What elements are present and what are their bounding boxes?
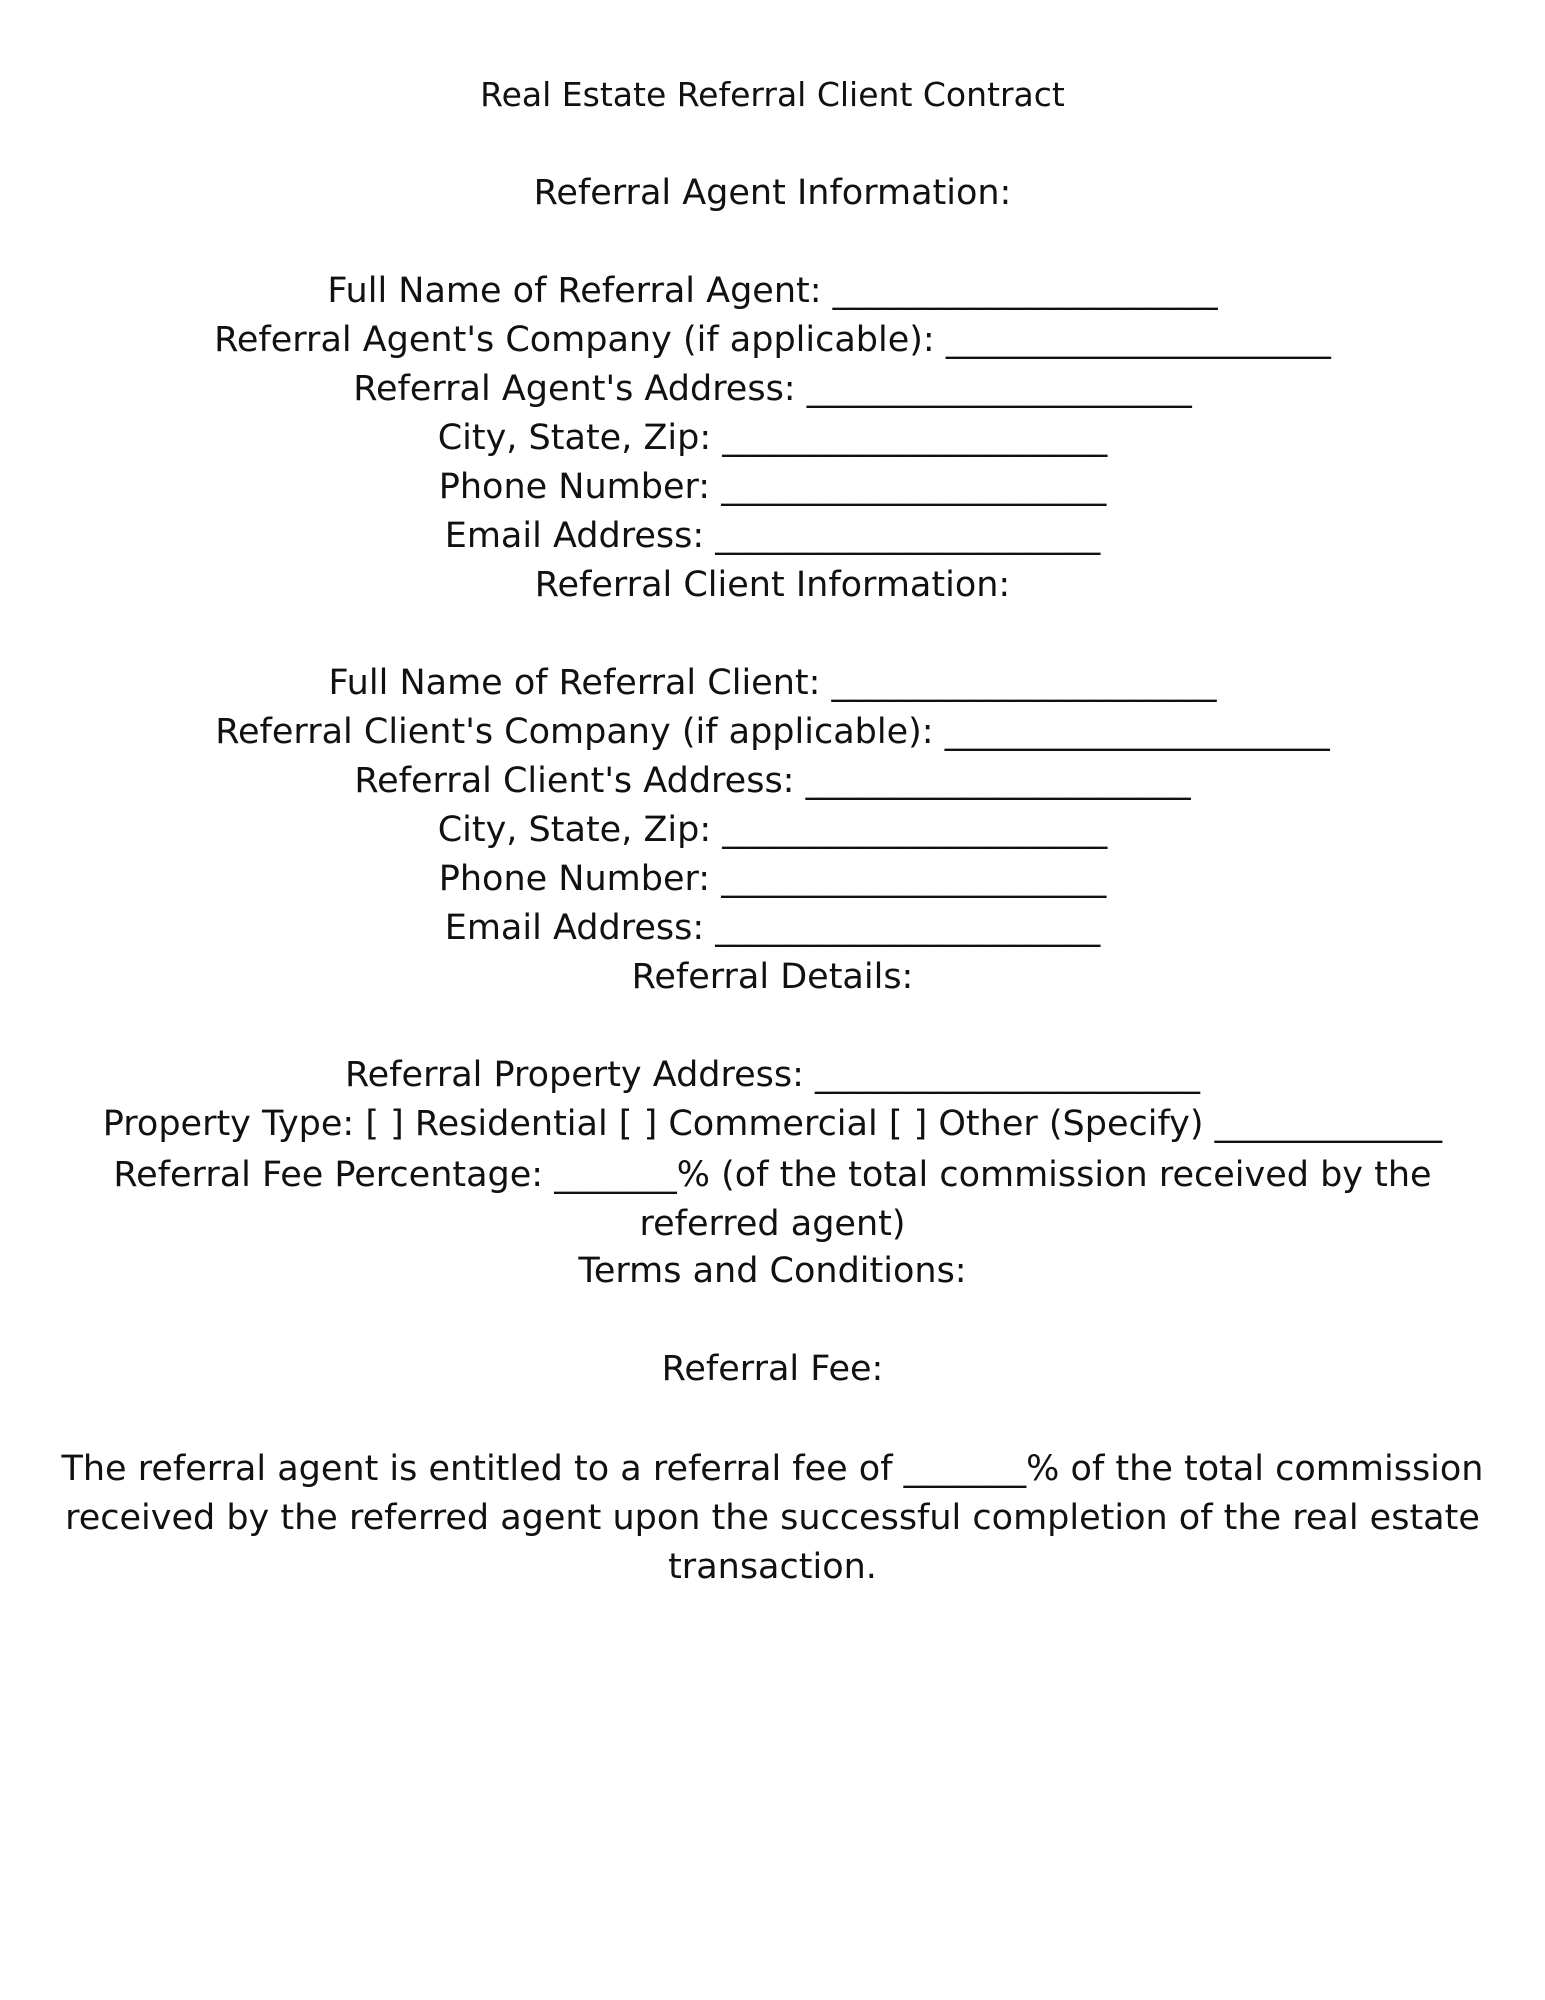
terms-section-heading: Terms and Conditions: <box>578 1251 967 1291</box>
agent-address-field[interactable]: Referral Agent's Address: ______________________ <box>353 369 1192 409</box>
client-section-heading: Referral Client Information: <box>534 565 1011 605</box>
client-company-field[interactable]: Referral Client's Company (if applicable): ______________________ <box>215 712 1330 752</box>
property-address-field[interactable]: Referral Property Address: ______________________ <box>344 1055 1201 1095</box>
document-title: Real Estate Referral Client Contract <box>480 75 1065 114</box>
agent-email-field[interactable]: Email Address: ______________________ <box>444 516 1101 556</box>
referral-fee-paragraph: The referral agent is entitled to a referral fee of _______% of the total commission received by the referred agent upon the successful completion of the real estate transaction. <box>61 1449 1484 1587</box>
property-type-field[interactable]: Property Type: [ ] Residential [ ] Commercial [ ] Other (Specify) _____________ <box>102 1104 1443 1144</box>
agent-city-state-zip-field[interactable]: City, State, Zip: ______________________ <box>437 418 1108 458</box>
details-section-heading: Referral Details: <box>631 957 914 997</box>
agent-full-name-field[interactable]: Full Name of Referral Agent: ______________________ <box>327 271 1218 311</box>
agent-section-heading: Referral Agent Information: <box>533 173 1012 213</box>
client-city-state-zip-field[interactable]: City, State, Zip: ______________________ <box>437 810 1108 850</box>
client-phone-field[interactable]: Phone Number: ______________________ <box>438 859 1107 899</box>
agent-company-field[interactable]: Referral Agent's Company (if applicable): ______________________ <box>214 320 1331 360</box>
client-email-field[interactable]: Email Address: ______________________ <box>444 908 1101 948</box>
agent-phone-field[interactable]: Phone Number: ______________________ <box>438 467 1107 507</box>
client-address-field[interactable]: Referral Client's Address: ______________________ <box>354 761 1191 801</box>
fee-percentage-field[interactable]: Referral Fee Percentage: _______% (of the total commission received by the referred agent) <box>113 1155 1432 1244</box>
client-full-name-field[interactable]: Full Name of Referral Client: ______________________ <box>328 663 1217 703</box>
referral-fee-subheading: Referral Fee: <box>661 1349 884 1389</box>
